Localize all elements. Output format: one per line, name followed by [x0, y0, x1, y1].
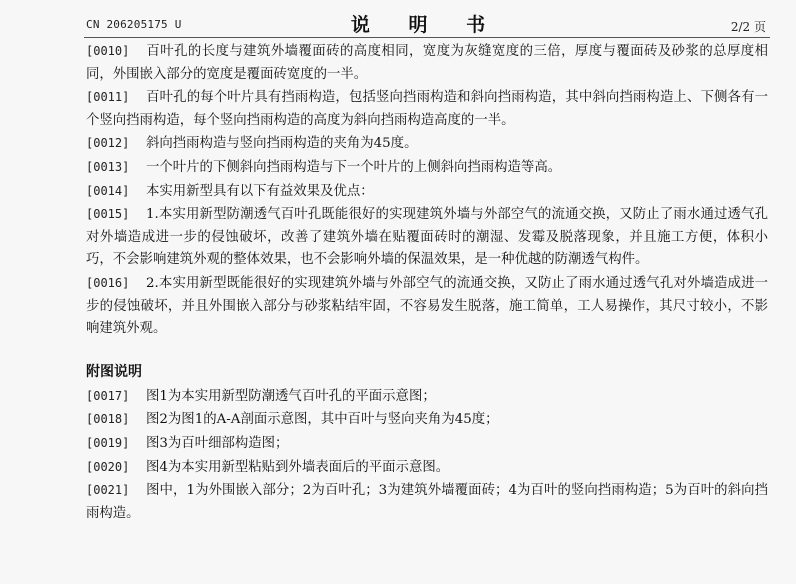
paragraph-0021 [86, 479, 768, 525]
page-header [86, 10, 766, 36]
paragraph-text: 图2为图1的A-A剖面示意图，其中百叶与竖向夹角为45度； [146, 412, 499, 428]
paragraph-number: [0011] [86, 90, 130, 105]
paragraph-text: 图中，1为外围嵌入部分；2为百叶孔；3为建筑外墙覆面砖；4为百叶的竖向挡雨构造；5为百叶的斜向挡雨构造。 [86, 483, 768, 521]
paragraph-number: [0017] [86, 388, 130, 403]
paragraph-text: 百叶孔的每个叶片具有挡雨构造，包括竖向挡雨构造和斜向挡雨构造，其中斜向挡雨构造上、下侧各有一个竖向挡雨构造，每个竖向挡雨构造的高度为斜向挡雨构造高度的一半。 [86, 90, 768, 128]
patent-number: CN 206205175 U [86, 18, 182, 31]
paragraph-0017 [86, 385, 768, 409]
section-title: 附图说明 [86, 363, 142, 380]
paragraph-number: [0019] [86, 435, 130, 450]
paragraph-0012 [86, 132, 768, 156]
paragraph-0016 [86, 272, 768, 341]
paragraph-0020 [86, 456, 768, 480]
paragraph-text: 1.本实用新型防潮透气百叶孔既能很好的实现建筑外墙与外部空气的流通交换，又防止了雨水通过透气孔对外墙造成进一步的侵蚀破坏，改善了建筑外墙在贴覆面砖时的潮湿、发霉及脱落现象，并且施工方便，体积小巧，不会影响建筑外观的整体效果，也不会影响外墙的保温效果，是一种优越的防潮透气构件。 [86, 207, 768, 268]
paragraph-text: 本实用新型具有以下有益效果及优点： [146, 183, 374, 199]
paragraph-0015 [86, 203, 768, 272]
paragraph-number: [0020] [86, 459, 130, 474]
paragraph-number: [0014] [86, 183, 130, 198]
paragraph-number: [0016] [86, 275, 130, 290]
paragraph-number: [0015] [86, 207, 130, 222]
paragraph-number: [0021] [86, 483, 130, 498]
paragraph-0018 [86, 408, 768, 432]
paragraph-0014 [86, 180, 768, 204]
document-body [86, 40, 768, 525]
paragraph-0010 [86, 40, 768, 86]
paragraph-number: [0010] [86, 44, 130, 58]
paragraph-text: 图3为百叶细部构造图； [146, 435, 289, 451]
document-title: 说 明 书 [350, 14, 502, 36]
paragraph-number: [0012] [86, 136, 130, 151]
paragraph-text: 百叶孔的长度与建筑外墙覆面砖的高度相同，宽度为灰缝宽度的三倍，厚度与覆面砖及砂浆的总厚度相同，外围嵌入部分的宽度是覆面砖宽度的一半。 [86, 44, 768, 82]
paragraph-0011 [86, 86, 768, 132]
header-divider [84, 37, 770, 38]
paragraph-text: 图4为本实用新型粘贴到外墙表面后的平面示意图。 [146, 459, 450, 475]
paragraph-number: [0013] [86, 159, 130, 174]
paragraph-0013 [86, 156, 768, 180]
paragraph-text: 斜向挡雨构造与竖向挡雨构造的夹角为45度。 [146, 136, 418, 152]
paragraph-text: 2.本实用新型既能很好的实现建筑外墙与外部空气的流通交换，又防止了雨水通过透气孔对外墙造成进一步的侵蚀破坏，并且外围嵌入部分与砂浆粘结牢固，不容易发生脱落，施工简单，工人易操作，其尺寸较小，不影响建筑外观。 [86, 275, 768, 337]
paragraph-number: [0018] [86, 412, 130, 427]
paragraph-text: 图1为本实用新型防潮透气百叶孔的平面示意图； [146, 388, 436, 404]
paragraph-text: 一个叶片的下侧斜向挡雨构造与下一个叶片的上侧斜向挡雨构造等高。 [146, 159, 562, 175]
page-number: 2/2 页 [730, 20, 766, 34]
paragraph-0019 [86, 432, 768, 456]
